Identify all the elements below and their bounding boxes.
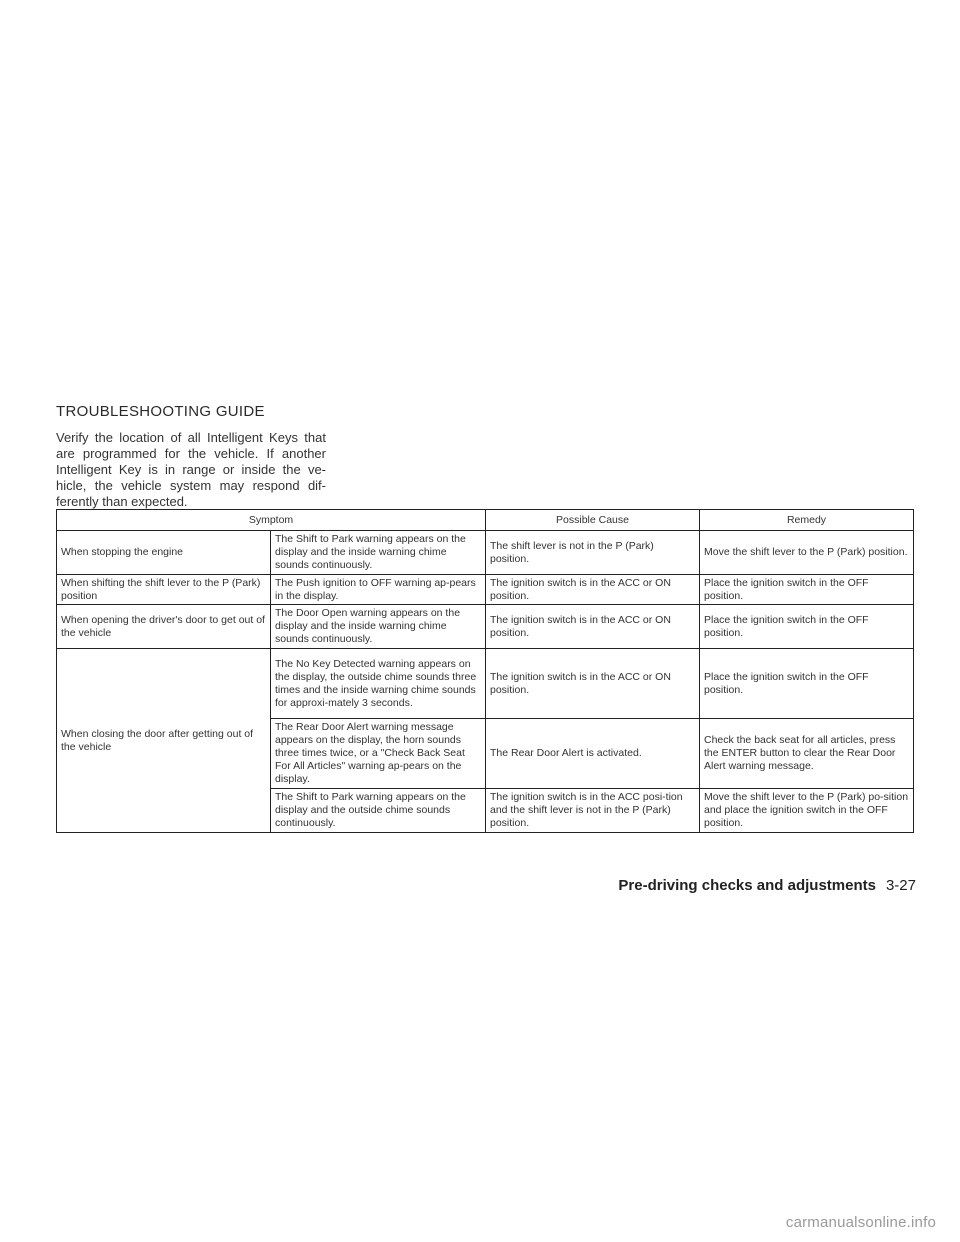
remedy-cell: Place the ignition switch in the OFF position. <box>700 649 914 719</box>
header-remedy: Remedy <box>700 510 914 531</box>
troubleshooting-table <box>56 509 914 833</box>
table-row <box>57 605 914 649</box>
footer-section-title: Pre-driving checks and adjustments <box>618 877 876 894</box>
symptom-cell: When opening the driver's door to get out of the vehicle <box>57 605 271 649</box>
warning-cell: The Rear Door Alert warning message appears on the display, the horn sounds three times twice, or a "Check Back Seat For All Articles" warning ap-pears on the display. <box>271 719 486 789</box>
page-footer <box>618 877 916 894</box>
warning-cell: The Shift to Park warning appears on the display and the outside chime sounds continuously. <box>271 789 486 833</box>
table-row <box>57 649 914 719</box>
table-header-row <box>57 510 914 531</box>
table-row <box>57 575 914 605</box>
header-possible-cause: Possible Cause <box>486 510 700 531</box>
cause-cell: The shift lever is not in the P (Park) position. <box>486 531 700 575</box>
remedy-cell: Check the back seat for all articles, press the ENTER button to clear the Rear Door Alert warning message. <box>700 719 914 789</box>
cause-cell: The Rear Door Alert is activated. <box>486 719 700 789</box>
table-row <box>57 531 914 575</box>
symptom-cell: When stopping the engine <box>57 531 271 575</box>
warning-cell: The No Key Detected warning appears on the display, the outside chime sounds three times and the inside warning chime sounds for approxi-mately 3 seconds. <box>271 649 486 719</box>
section-heading: TROUBLESHOOTING GUIDE <box>56 403 265 420</box>
header-symptom: Symptom <box>57 510 486 531</box>
cause-cell: The ignition switch is in the ACC or ON position. <box>486 649 700 719</box>
cause-cell: The ignition switch is in the ACC or ON position. <box>486 605 700 649</box>
symptom-cell: When closing the door after getting out of the vehicle <box>57 649 271 833</box>
warning-cell: The Push ignition to OFF warning ap-pears in the display. <box>271 575 486 605</box>
warning-cell: The Door Open warning appears on the display and the inside warning chime sounds continuously. <box>271 605 486 649</box>
intro-paragraph: Verify the location of all Intelligent Keys that are programmed for the vehicle. If another Intelligent Key is in range or inside the ve-hicle, the vehicle system may respond dif-ferently than expected. <box>56 430 326 509</box>
remedy-cell: Place the ignition switch in the OFF position. <box>700 605 914 649</box>
remedy-cell: Move the shift lever to the P (Park) position. <box>700 531 914 575</box>
watermark: carmanualsonline.info <box>785 1214 936 1231</box>
footer-page-number: 3-27 <box>885 877 916 894</box>
remedy-cell: Move the shift lever to the P (Park) po-sition and place the ignition switch in the OFF position. <box>700 789 914 833</box>
symptom-cell: When shifting the shift lever to the P (Park) position <box>57 575 271 605</box>
cause-cell: The ignition switch is in the ACC or ON position. <box>486 575 700 605</box>
cause-cell: The ignition switch is in the ACC posi-tion and the shift lever is not in the P (Park) position. <box>486 789 700 833</box>
warning-cell: The Shift to Park warning appears on the display and the inside warning chime sounds continuously. <box>271 531 486 575</box>
remedy-cell: Place the ignition switch in the OFF position. <box>700 575 914 605</box>
